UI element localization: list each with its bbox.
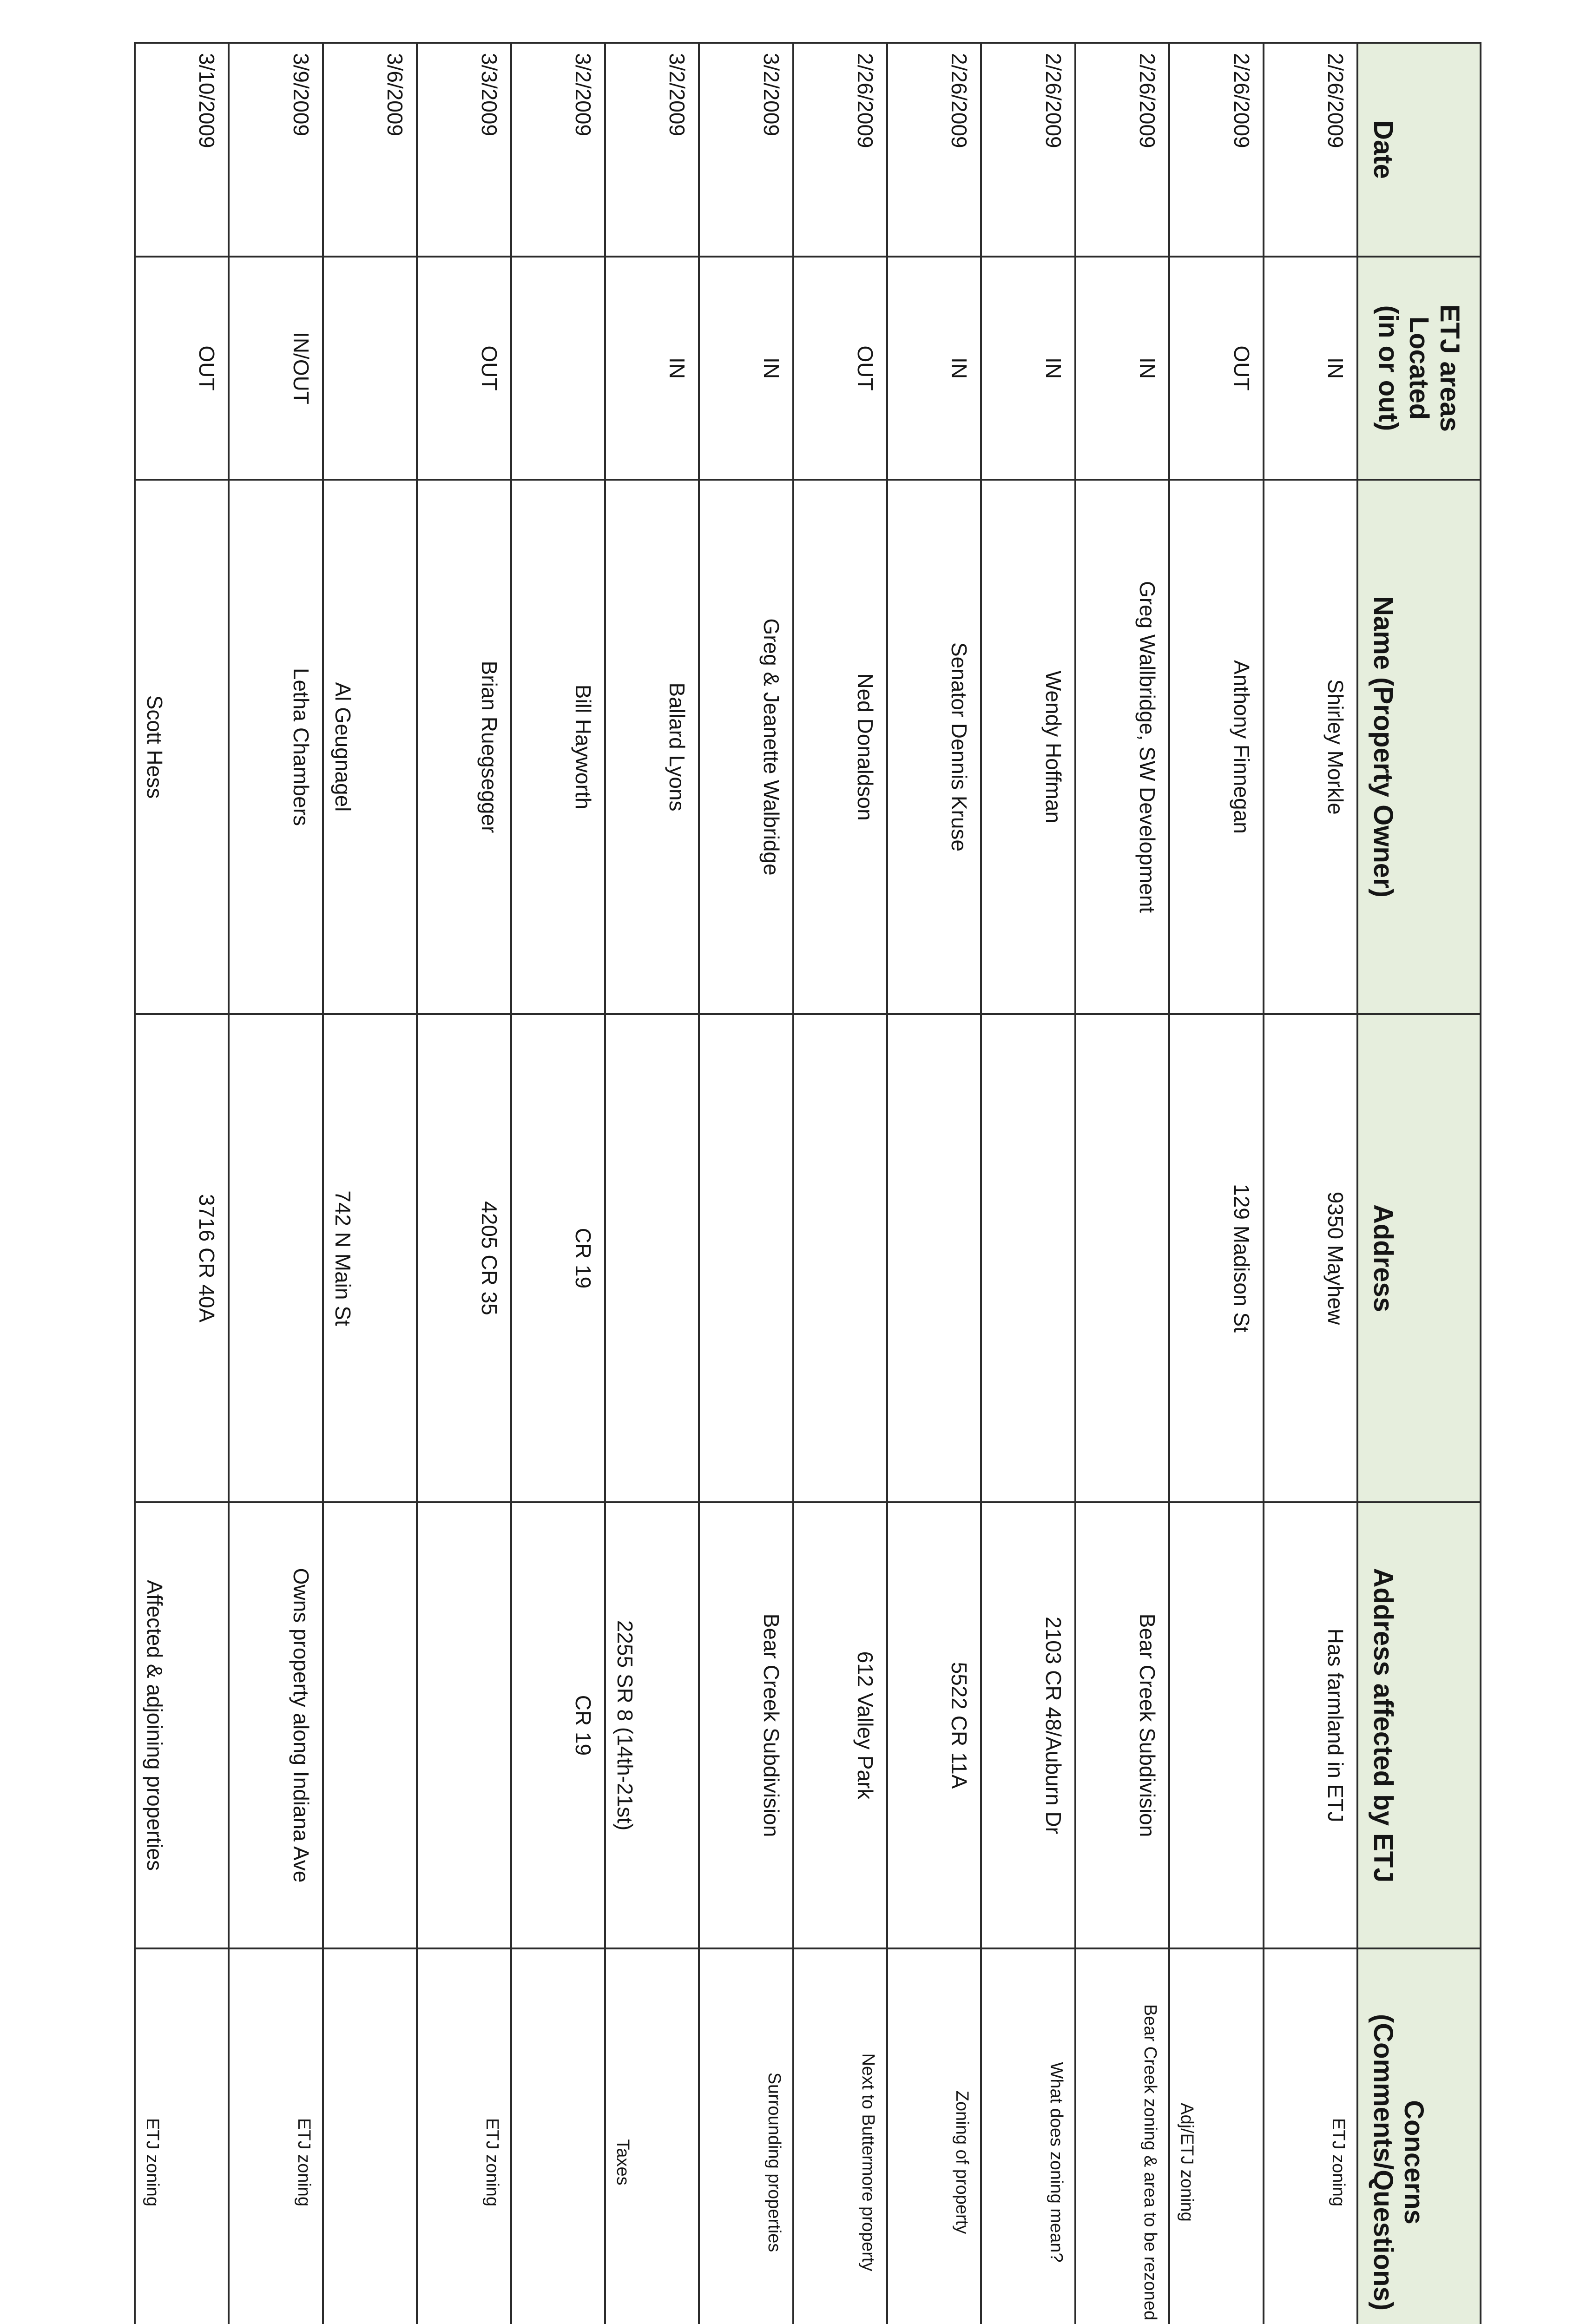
cell-address: 3716 CR 40A: [135, 1014, 229, 1502]
table-row: [605, 43, 699, 2324]
cell-address: 742 N Main St: [323, 1014, 417, 1502]
cell-date: 2/26/2009: [981, 43, 1075, 257]
cell-etj: IN: [1075, 257, 1169, 480]
header-address: Address: [1357, 1014, 1481, 1502]
cell-concerns: [511, 1948, 605, 2324]
header-etj-line2: Located: [1404, 316, 1435, 420]
header-row: [1357, 43, 1481, 2324]
cell-address: [1075, 1014, 1169, 1502]
cell-name: Anthony Finnegan: [1169, 480, 1263, 1014]
header-etj-line3: (in or out): [1373, 305, 1404, 431]
cell-affected: 2103 CR 48/Auburn Dr: [981, 1502, 1075, 1948]
etj-contact-log: [134, 42, 1481, 2324]
etj-table: [134, 42, 1481, 2324]
cell-date: 2/26/2009: [1169, 43, 1263, 257]
cell-affected: [323, 1502, 417, 1948]
table-row: [887, 43, 981, 2324]
cell-etj: [511, 257, 605, 480]
header-concerns: [1357, 1948, 1481, 2324]
cell-date: 2/26/2009: [887, 43, 981, 257]
cell-name: Brian Ruegsegger: [417, 480, 511, 1014]
cell-concerns: ETJ zoning: [135, 1948, 229, 2324]
cell-concerns: ETJ zoning: [229, 1948, 323, 2324]
cell-date: 3/6/2009: [323, 43, 417, 257]
table-row: [793, 43, 887, 2324]
cell-etj: OUT: [417, 257, 511, 480]
cell-date: 2/26/2009: [1264, 43, 1357, 257]
cell-etj: OUT: [793, 257, 887, 480]
table-row: [417, 43, 511, 2324]
cell-address: CR 19: [511, 1014, 605, 1502]
cell-name: Ballard Lyons: [605, 480, 699, 1014]
cell-address: [229, 1014, 323, 1502]
cell-etj: IN: [699, 257, 793, 480]
cell-concerns: [323, 1948, 417, 2324]
cell-etj: OUT: [135, 257, 229, 480]
cell-etj: IN: [981, 257, 1075, 480]
cell-name: Bill Hayworth: [511, 480, 605, 1014]
cell-concerns: Taxes: [605, 1948, 699, 2324]
table-row: [1264, 43, 1357, 2324]
cell-concerns: ETJ zoning: [417, 1948, 511, 2324]
cell-affected: 5522 CR 11A: [887, 1502, 981, 1948]
cell-affected: Owns property along Indiana Ave: [229, 1502, 323, 1948]
cell-concerns: Bear Creek zoning & area to be rezoned: [1075, 1948, 1169, 2324]
cell-date: 3/3/2009: [417, 43, 511, 257]
cell-affected: 2255 SR 8 (14th-21st): [605, 1502, 699, 1948]
table-row: [511, 43, 605, 2324]
cell-address: 9350 Mayhew: [1264, 1014, 1357, 1502]
cell-concerns: Next to Buttermore property: [793, 1948, 887, 2324]
cell-date: 3/2/2009: [605, 43, 699, 257]
cell-name: Senator Dennis Kruse: [887, 480, 981, 1014]
cell-concerns: What does zoning mean?: [981, 1948, 1075, 2324]
header-date: Date: [1357, 43, 1481, 257]
cell-address: [605, 1014, 699, 1502]
cell-affected: CR 19: [511, 1502, 605, 1948]
cell-name: Shirley Morkle: [1264, 480, 1357, 1014]
cell-name: Wendy Hoffman: [981, 480, 1075, 1014]
cell-date: 3/2/2009: [511, 43, 605, 257]
cell-etj: IN: [1264, 257, 1357, 480]
cell-concerns: ETJ zoning: [1264, 1948, 1357, 2324]
table-row: [135, 43, 229, 2324]
header-etj-line1: ETJ areas: [1435, 304, 1465, 432]
cell-address: [793, 1014, 887, 1502]
cell-address: 4205 CR 35: [417, 1014, 511, 1502]
cell-name: Al Geugnagel: [323, 480, 417, 1014]
table-row: [229, 43, 323, 2324]
table-row: [1169, 43, 1263, 2324]
header-name: Name (Property Owner): [1357, 480, 1481, 1014]
cell-etj: OUT: [1169, 257, 1263, 480]
cell-etj: [323, 257, 417, 480]
cell-affected: Affected & adjoining properties: [135, 1502, 229, 1948]
cell-address: [699, 1014, 793, 1502]
cell-affected: [1169, 1502, 1263, 1948]
header-concerns-line2: (Comments/Questions): [1368, 2014, 1398, 2311]
table-row: [699, 43, 793, 2324]
cell-date: 3/10/2009: [135, 43, 229, 257]
cell-etj: IN/OUT: [229, 257, 323, 480]
cell-name: Scott Hess: [135, 480, 229, 1014]
cell-concerns: Adj/ETJ zoning: [1169, 1948, 1263, 2324]
cell-name: Greg & Jeanette Walbridge: [699, 480, 793, 1014]
cell-name: Greg Wallbridge, SW Development: [1075, 480, 1169, 1014]
table-row: [323, 43, 417, 2324]
table-row: [981, 43, 1075, 2324]
cell-affected: 612 Valley Park: [793, 1502, 887, 1948]
cell-date: 2/26/2009: [793, 43, 887, 257]
cell-date: 2/26/2009: [1075, 43, 1169, 257]
cell-concerns: Surrounding properties: [699, 1948, 793, 2324]
cell-name: Ned Donaldson: [793, 480, 887, 1014]
cell-date: 3/9/2009: [229, 43, 323, 257]
header-concerns-line1: Concerns: [1399, 2100, 1429, 2225]
cell-name: Letha Chambers: [229, 480, 323, 1014]
cell-affected: Bear Creek Subdivision: [1075, 1502, 1169, 1948]
header-affected: Address affected by ETJ: [1357, 1502, 1481, 1948]
cell-address: 129 Madison St: [1169, 1014, 1263, 1502]
cell-affected: [417, 1502, 511, 1948]
cell-date: 3/2/2009: [699, 43, 793, 257]
cell-affected: Has farmland in ETJ: [1264, 1502, 1357, 1948]
header-etj: [1357, 257, 1481, 480]
cell-etj: IN: [605, 257, 699, 480]
table-row: [1075, 43, 1169, 2324]
cell-etj: IN: [887, 257, 981, 480]
cell-affected: Bear Creek Subdivision: [699, 1502, 793, 1948]
cell-address: [981, 1014, 1075, 1502]
cell-concerns: Zoning of property: [887, 1948, 981, 2324]
cell-address: [887, 1014, 981, 1502]
